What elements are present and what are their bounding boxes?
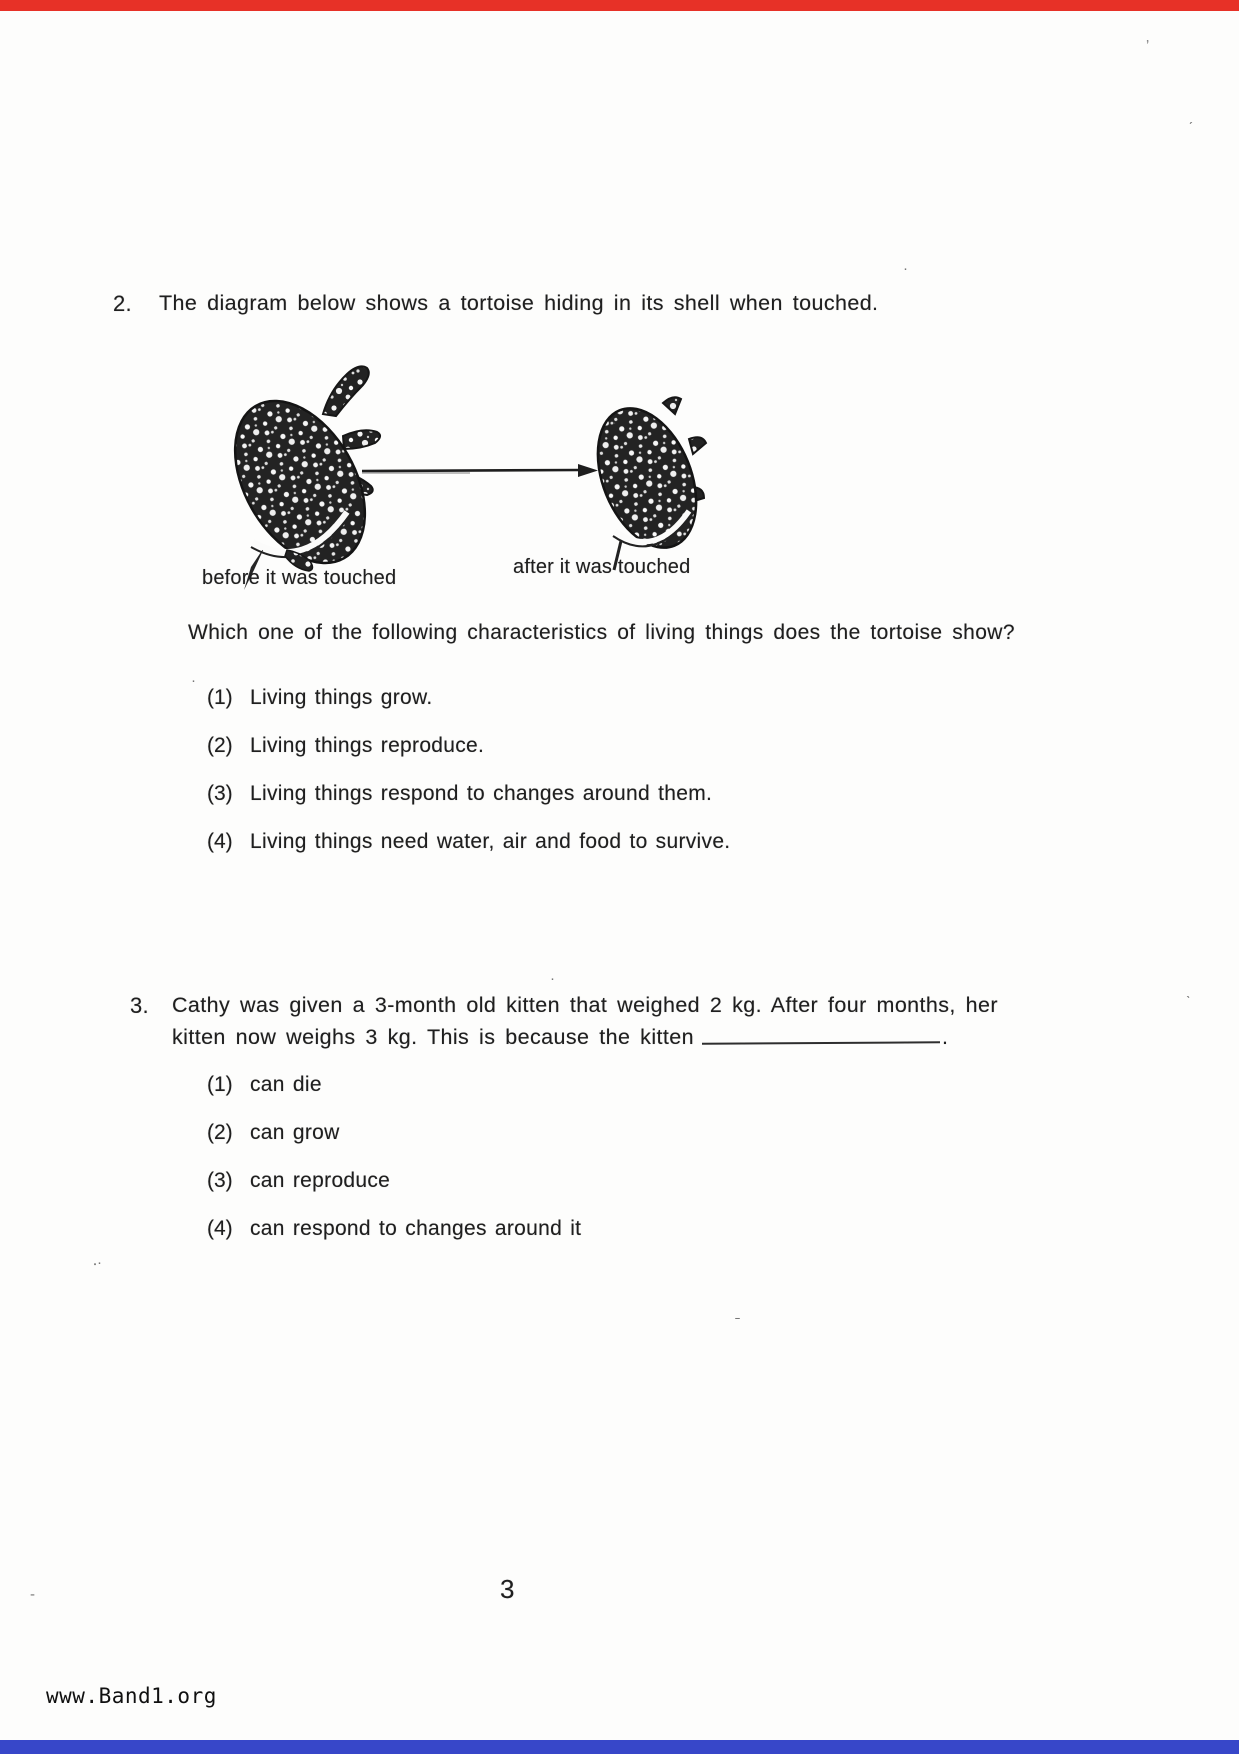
q3-option-1-number: (1)	[207, 1073, 233, 1096]
question-3-stem-period: .	[941, 1025, 949, 1049]
q2-option-4-number: (4)	[207, 830, 233, 853]
q2-option-3-number: (3)	[207, 782, 233, 805]
q3-option-4	[207, 1217, 581, 1241]
scan-speck: ˏ	[1188, 108, 1193, 125]
scan-speck: ʼ	[1146, 38, 1150, 55]
question-3-stem-line1: Cathy was given a 3-month old kitten that weighed 2 kg. After four months, her	[172, 993, 998, 1017]
q3-option-4-number: (4)	[207, 1217, 233, 1240]
scan-speck: ˗	[735, 1308, 740, 1325]
q3-option-1	[207, 1073, 322, 1097]
scan-speck: -	[30, 1586, 35, 1603]
before-label: before it was touched	[202, 567, 397, 589]
q3-option-3	[207, 1169, 390, 1193]
watermark-footer: www.Band1.org	[46, 1684, 217, 1708]
question-2-stem: The diagram below shows a tortoise hiding in its shell when touched.	[159, 291, 879, 315]
scan-speck: ·	[612, 414, 617, 431]
q3-option-3-number: (3)	[207, 1169, 233, 1192]
scan-speck: ·	[550, 970, 555, 987]
scan-speck: ˎ	[1186, 982, 1191, 999]
q2-option-1-number: (1)	[207, 686, 233, 709]
right-arrow-icon	[360, 461, 600, 479]
q3-option-2-text: can grow	[250, 1121, 340, 1144]
bottom-blue-stripe	[0, 1740, 1239, 1754]
q2-option-3-text: Living things respond to changes around them.	[250, 782, 713, 805]
question-3-number: 3.	[130, 993, 149, 1018]
q2-option-3	[207, 782, 712, 806]
scan-speck: ·	[903, 260, 908, 277]
q2-option-2-number: (2)	[207, 734, 233, 757]
after-label: after it was touched	[513, 556, 691, 578]
q2-option-2-text: Living things reproduce.	[250, 734, 485, 757]
question-2-number: 2.	[113, 291, 132, 316]
tortoise-after-image	[585, 391, 715, 571]
q3-option-2	[207, 1121, 340, 1145]
question-2-text: Which one of the following characteristics of living things does the tortoise show?	[188, 621, 1015, 644]
q2-option-4	[207, 830, 730, 854]
question-3-stem-line2-text: kitten now weighs 3 kg. This is because the kitten	[172, 1025, 694, 1049]
page-number: 3	[500, 1574, 515, 1604]
q2-option-1-text: Living things grow.	[250, 686, 433, 709]
q3-option-2-number: (2)	[207, 1121, 233, 1144]
q3-option-4-text: can respond to changes around it	[250, 1217, 582, 1240]
scan-speck: ⸳·	[93, 1254, 103, 1271]
top-red-stripe	[0, 0, 1239, 11]
answer-blank-line	[702, 1037, 940, 1044]
q2-option-2	[207, 734, 484, 758]
q2-option-1	[207, 686, 432, 710]
q3-option-1-text: can die	[250, 1073, 322, 1096]
question-3-stem-line2	[172, 1025, 948, 1050]
scan-speck: ·	[191, 672, 196, 689]
q3-option-3-text: can reproduce	[250, 1169, 391, 1192]
q2-option-4-text: Living things need water, air and food to survive.	[250, 830, 731, 853]
